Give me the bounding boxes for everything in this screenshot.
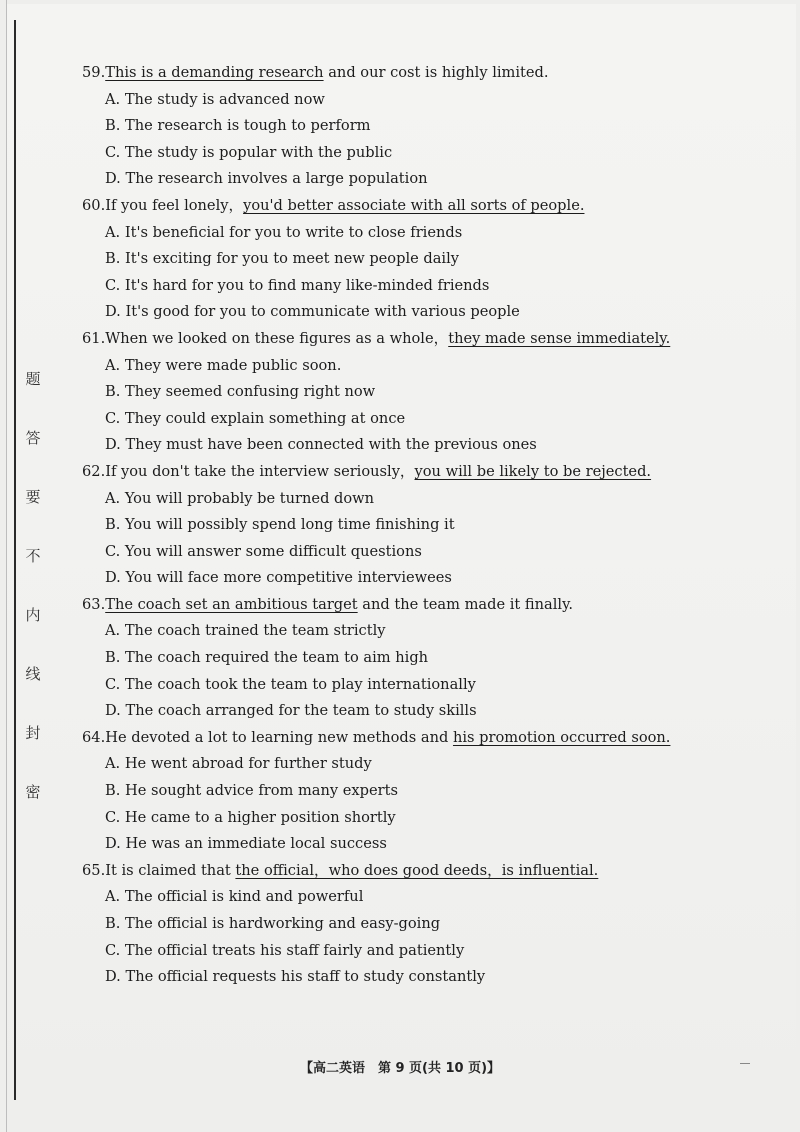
question-stem bbox=[82, 60, 762, 87]
option-d: D. They must have been connected with the previous ones bbox=[105, 436, 537, 454]
binding-char: 不 bbox=[25, 547, 41, 565]
option-a: A. The study is advanced now bbox=[105, 90, 325, 108]
question-number: 60. bbox=[82, 196, 106, 214]
question-number: 62. bbox=[82, 462, 106, 480]
stem-text: and our cost is highly limited. bbox=[323, 64, 549, 81]
option-c: C. You will answer some difficult questions bbox=[105, 542, 422, 560]
option-d: D. The research involves a large population bbox=[105, 170, 428, 188]
option-d: D. It's good for you to communicate with various people bbox=[105, 303, 520, 321]
question-stem bbox=[82, 193, 762, 220]
stem-text: If you feel lonely， bbox=[105, 196, 244, 214]
question-61 bbox=[82, 326, 762, 459]
question-stem bbox=[82, 858, 762, 885]
option-b: B. The research is tough to perform bbox=[105, 117, 371, 135]
question-number: 63. bbox=[82, 595, 106, 613]
question-62 bbox=[82, 459, 762, 592]
page-footer: 【高二英语 第 9 页(共 10 页)】 bbox=[299, 1061, 501, 1076]
option-a: A. You will probably be turned down bbox=[105, 489, 375, 507]
option-a: A. They were made public soon. bbox=[105, 356, 342, 374]
stem-text: It is claimed that bbox=[105, 861, 236, 879]
option-b: B. He sought advice from many experts bbox=[105, 782, 398, 800]
binding-char: 答 bbox=[25, 429, 41, 447]
option-d: D. He was an immediate local success bbox=[105, 835, 387, 853]
option-d: D. You will face more competitive interviewees bbox=[105, 569, 452, 587]
option-b: B. The official is hardworking and easy-going bbox=[105, 915, 441, 932]
option-a: A. It's beneficial for you to write to close friends bbox=[105, 223, 463, 241]
option-b: B. You will possibly spend long time finishing it bbox=[105, 516, 455, 534]
question-number: 64. bbox=[82, 728, 106, 746]
stem-underlined: the official，who does good deeds，is influential. bbox=[235, 861, 599, 879]
binding-char: 密 bbox=[25, 783, 41, 801]
question-65 bbox=[82, 858, 762, 991]
stem-underlined: his promotion occurred soon. bbox=[452, 728, 671, 746]
option-d: D. The coach arranged for the team to study skills bbox=[105, 702, 477, 720]
binding-char: 内 bbox=[25, 606, 41, 624]
question-stem bbox=[82, 725, 762, 752]
option-c: C. It's hard for you to find many like-minded friends bbox=[105, 276, 490, 294]
question-list bbox=[82, 60, 762, 991]
option-b: B. They seemed confusing right now bbox=[105, 383, 376, 401]
option-b: B. It's exciting for you to meet new people daily bbox=[105, 250, 460, 268]
footer-mark bbox=[740, 1063, 750, 1064]
option-b: B. The coach required the team to aim high bbox=[105, 649, 429, 667]
binding-warning bbox=[22, 368, 44, 802]
question-59 bbox=[82, 60, 762, 193]
option-c: C. The official treats his staff fairly and patiently bbox=[105, 941, 465, 959]
option-c: C. The coach took the team to play internationally bbox=[105, 675, 476, 693]
stem-underlined: you'd better associate with all sorts of people. bbox=[243, 196, 585, 214]
stem-text: When we looked on these figures as a whole， bbox=[105, 329, 449, 347]
question-64 bbox=[82, 725, 762, 858]
question-number: 61. bbox=[82, 329, 106, 347]
option-a: A. He went abroad for further study bbox=[105, 755, 372, 773]
option-a: A. The coach trained the team strictly bbox=[105, 622, 386, 640]
stem-underlined: you will be likely to be rejected. bbox=[414, 462, 652, 480]
binding-char: 封 bbox=[25, 724, 41, 742]
stem-text: If you don't take the interview seriously， bbox=[105, 462, 415, 480]
question-stem bbox=[82, 592, 762, 619]
option-c: C. He came to a higher position shortly bbox=[105, 808, 396, 826]
option-d: D. The official requests his staff to study constantly bbox=[105, 968, 486, 986]
stem-underlined: they made sense immediately. bbox=[448, 329, 671, 347]
question-stem bbox=[82, 459, 762, 486]
stem-text: He devoted a lot to learning new methods and bbox=[105, 728, 453, 746]
binding-char: 要 bbox=[25, 488, 41, 506]
binding-line bbox=[14, 20, 16, 1100]
binding-char: 线 bbox=[25, 665, 41, 683]
question-number: 65. bbox=[82, 861, 106, 879]
stem-underlined: This is a demanding research bbox=[105, 64, 324, 81]
option-a: A. The official is kind and powerful bbox=[105, 888, 364, 906]
question-stem bbox=[82, 326, 762, 353]
question-number: 59. bbox=[82, 64, 106, 81]
option-c: C. They could explain something at once bbox=[105, 409, 406, 427]
page-edge-line bbox=[6, 0, 7, 1132]
option-c: C. The study is popular with the public bbox=[105, 143, 393, 161]
binding-char: 题 bbox=[25, 370, 41, 388]
stem-text: and the team made it finally. bbox=[357, 595, 574, 613]
question-63 bbox=[82, 592, 762, 725]
question-60 bbox=[82, 193, 762, 326]
stem-underlined: The coach set an ambitious target bbox=[105, 595, 358, 613]
